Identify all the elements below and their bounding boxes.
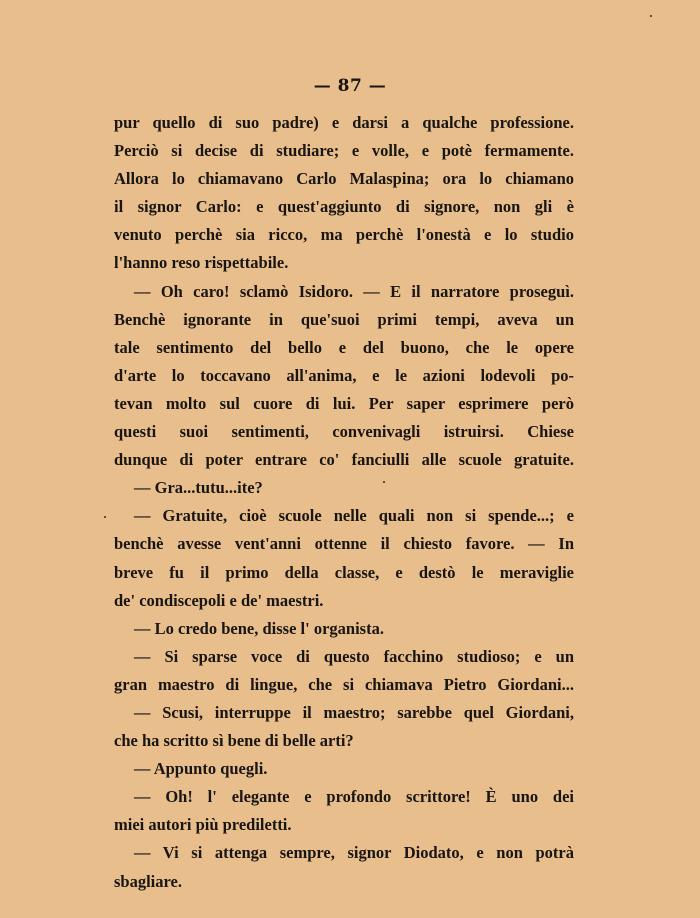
text-line: — Lo credo bene, disse l' organista.: [134, 618, 384, 638]
text-line: breve fu il primo della classe, e destò le meraviglie: [114, 562, 574, 582]
text-line: che ha scritto sì bene di belle arti?: [114, 731, 354, 751]
text-line: — Vi si attenga sempre, signor Diodato, e non potrà: [134, 843, 574, 863]
text-line: — Si sparse voce di questo facchino studioso; e un: [134, 646, 574, 666]
text-line: — Scusi, interruppe il maestro; sarebbe quel Giordani,: [134, 702, 574, 722]
body-text: [114, 109, 574, 896]
text-line: — Gra...tutu...ite?: [134, 478, 263, 498]
text-line: tale sentimento del bello e del buono, che le opere: [114, 337, 574, 357]
text-line: Benchè ignorante in que'suoi primi tempi, aveva un: [114, 309, 574, 329]
text-line: — Oh caro! sclamò Isidoro. — E il narratore proseguì.: [134, 281, 574, 301]
text-line: gran maestro di lingue, che si chiamava Pietro Giordani...: [114, 674, 574, 694]
text-line: il signor Carlo: e quest'aggiunto di signore, non gli è: [114, 197, 574, 217]
text-line: l'hanno reso rispettabile.: [114, 253, 289, 273]
text-line: questi suoi sentimenti, convenivagli istruirsi. Chiese: [114, 422, 574, 442]
ink-speck: [104, 516, 106, 518]
text-line: dunque di poter entrare co' fanciulli alle scuole gratuite.: [114, 450, 574, 470]
ink-speck: [650, 15, 652, 17]
page-number: — 87 —: [313, 76, 387, 96]
ink-speck: [383, 481, 385, 483]
text-line: — Oh! l' elegante e profondo scrittore! È uno dei: [134, 787, 574, 807]
text-line: venuto perchè sia ricco, ma perchè l'onestà e lo studio: [114, 225, 574, 245]
text-line: miei autori più prediletti.: [114, 815, 292, 835]
text-line: — Gratuite, cioè scuole nelle quali non si spende...; e: [134, 506, 574, 526]
text-line: sbagliare.: [114, 871, 182, 891]
text-line: Allora lo chiamavano Carlo Malaspina; ora lo chiamano: [114, 169, 574, 189]
text-line: benchè avesse vent'anni ottenne il chiesto favore. — In: [114, 534, 574, 554]
text-line: d'arte lo toccavano all'anima, e le azioni lodevoli po-: [114, 365, 574, 385]
text-line: — Appunto quegli.: [134, 759, 268, 779]
text-line: pur quello di suo padre) e darsi a qualche professione.: [114, 113, 574, 132]
text-line: tevan molto sul cuore di lui. Per saper esprimere però: [114, 393, 574, 413]
text-line: Perciò si decise di studiare; e volle, e potè fermamente.: [114, 141, 574, 161]
text-line: de' condiscepoli e de' maestri.: [114, 590, 324, 610]
